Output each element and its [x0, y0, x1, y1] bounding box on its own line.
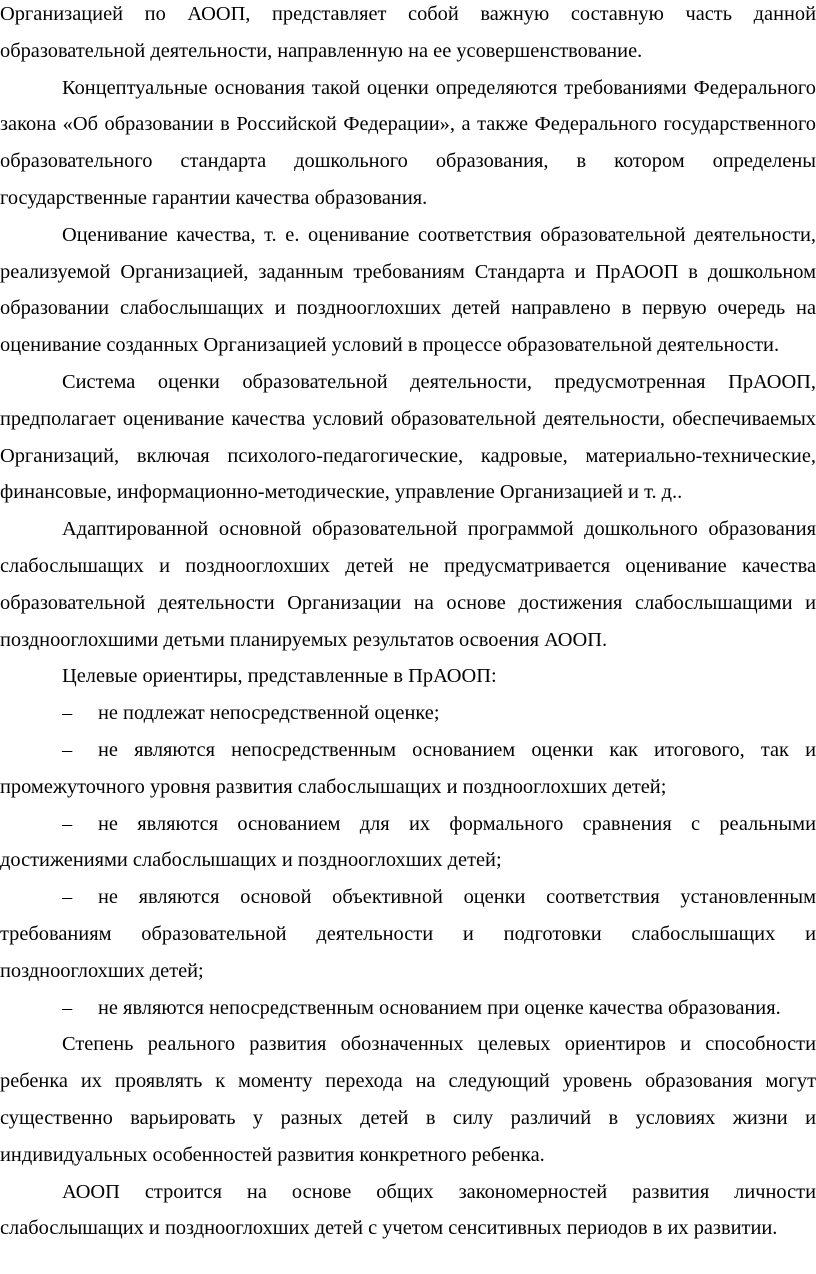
list-intro: Целевые ориентиры, представленные в ПрАООП:: [62, 665, 497, 688]
paragraph-7: АООП строится на основе общих закономерностей развития личности слабослышащих и позднооглохших детей с учетом сенситивных периодов в их развитии.: [0, 1180, 816, 1240]
list-item: [0, 879, 816, 989]
paragraph-5: Адаптированной основной образовательной программой дошкольного образования слабослышащих и позднооглохших детей не предусматривается оценивание качества образовательной деятельности Организации на основе достижения слабослышащими и позднооглохшими детьми планируемых результатов освоения АООП.: [0, 518, 816, 651]
list-item-text: не подлежат непосредственной оценке;: [98, 702, 440, 725]
paragraph-1: Организацией по АООП, представляет собой важную составную часть данной образовательной деятельности, направленную на ее усовершенствование.: [0, 3, 816, 62]
list-dash: –: [62, 886, 73, 909]
paragraph-4: Система оценки образовательной деятельности, предусмотренная ПрАООП, предполагает оценивание качества условий образовательной деятельности, обеспечиваемых Организаций, включая психолого-педагогические, кадровые, материально-технические, финансовые, информационно-методические, управление Организацией и т. д..: [0, 370, 816, 504]
list-item: [0, 806, 816, 880]
list-item: [0, 695, 816, 732]
list-item-text: не являются основанием для их формального сравнения с реальными достижениями слабослышащих и позднооглохших детей;: [0, 812, 816, 872]
list-dash: –: [62, 996, 73, 1019]
list-dash: –: [62, 738, 73, 761]
paragraph-6: Степень реального развития обозначенных целевых ориентиров и способности ребенка их проявлять к моменту перехода на следующий уровень образования могут существенно варьировать у разных детей в силу различий в условиях жизни и индивидуальных особенностей развития конкретного ребенка.: [0, 1033, 816, 1166]
paragraph-3: Оценивание качества, т. е. оценивание соответствия образовательной деятельности, реализуемой Организацией, заданным требованиям Стандарта и ПрАООП в дошкольном образовании слабослышащих и позднооглохших детей направлено в первую очередь на оценивание созданных Организацией условий в процессе образовательной деятельности.: [0, 223, 816, 357]
list-item-text: не являются основой объективной оценки соответствия установленным требованиям образовательной деятельности и подготовки слабослышащих и позднооглохших детей;: [0, 886, 816, 982]
paragraph-2: Концептуальные основания такой оценки определяются требованиями Федерального закона «Об образовании в Российской Федерации», а также Федерального государственного образовательного стандарта дошкольного образования, в котором определены государственные гарантии качества образования.: [0, 76, 816, 209]
list-item-text: не являются непосредственным основанием оценки как итогового, так и промежуточного уровня развития слабослышащих и позднооглохших детей;: [0, 738, 816, 798]
list-item: [0, 990, 816, 1027]
list-item-text: не являются непосредственным основанием при оценке качества образования.: [98, 996, 781, 1019]
target-list: [0, 695, 816, 1026]
list-item: [0, 732, 816, 806]
list-dash: –: [62, 702, 73, 725]
list-dash: –: [62, 812, 73, 835]
